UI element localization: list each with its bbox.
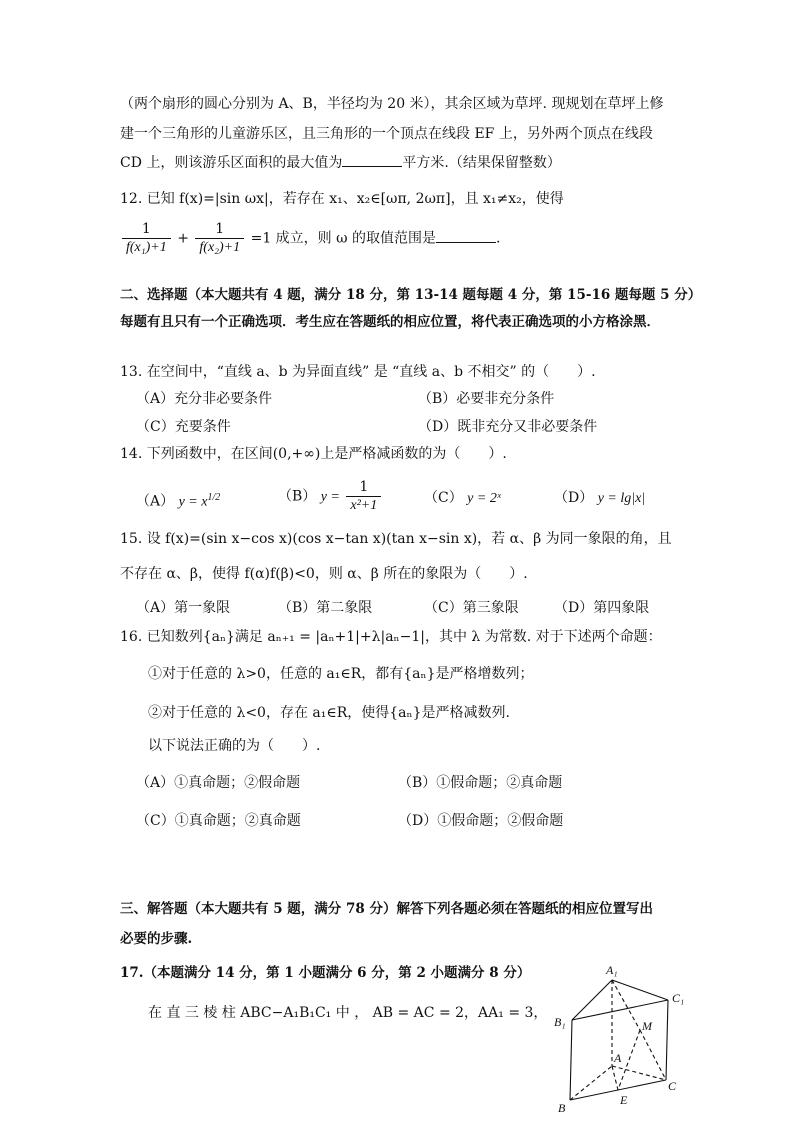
q15-option-d: （D）第四象限	[554, 600, 650, 616]
q14-option-d	[554, 488, 645, 509]
q16-option-d: （D）①假命题；②假命题	[398, 813, 564, 829]
q13-option-d: （D）既非充分又非必要条件	[418, 419, 598, 435]
label-a1: A₁	[606, 963, 618, 977]
label-c: C	[668, 1079, 677, 1093]
q13-option-c: （C）充要条件	[136, 419, 231, 435]
q12-fraction-1	[122, 220, 171, 257]
answer-blank	[436, 228, 496, 243]
q11-line-2: 建一个三角形的儿童游乐区，且三角形的一个顶点在线段 EF 上，另外两个顶点在线段	[120, 126, 653, 142]
segment-m-c	[640, 1030, 666, 1080]
q14-option-c-expr: y = 2ˣ	[467, 491, 501, 506]
q12-frac2-numerator: 1	[195, 220, 244, 239]
q15-line-2: 不存在 α、β，使得 f(α)f(β)<0，则 α、β 所在的象限为（ ）.	[120, 566, 528, 582]
q16-question: 以下说法正确的为（ ）.	[148, 738, 321, 754]
q16-option-a: （A）①真命题；②假命题	[136, 775, 301, 791]
edge-c1-c	[666, 1000, 668, 1080]
q11-line-3-text: CD 上，则该游乐区面积的最大值为	[120, 155, 343, 171]
q12-fraction-2	[195, 220, 244, 257]
segment-a1-m	[612, 980, 640, 1030]
q14-option-c-label: （C）	[424, 490, 463, 506]
section-3-header-2: 必要的步骤.	[120, 931, 193, 947]
q13-stem: 13. 在空间中，“直线 a、b 为异面直线” 是 “直线 a、b 不相交” 的（ ）.	[120, 364, 596, 380]
q15-line-1: 15. 设 f(x)=(sin x−cos x)(cos x−tan x)(tan x−sin x)，若 α、β 为同一象限的角，且	[120, 531, 672, 547]
q12-plus: +	[177, 230, 189, 247]
edge-a-c	[612, 1066, 666, 1080]
q14-option-b-label: （B）	[278, 488, 317, 505]
q16-option-c: （C）①真命题；②真命题	[136, 813, 301, 829]
q12-line-2-tail: =1 成立，则 ω 的取值范围是	[250, 230, 436, 247]
q13-option-b: （B）必要非充分条件	[418, 391, 555, 407]
q15-option-b: （B）第二象限	[278, 600, 373, 616]
answer-blank	[342, 152, 402, 167]
q14-option-a-exponent: 1/2	[207, 492, 221, 503]
q14-option-c	[424, 488, 501, 509]
edge-b1-c1	[572, 1000, 668, 1020]
edge-b1-b	[570, 1020, 572, 1100]
section-2-header: 二、选择题（本大题共有 4 题，满分 18 分，第 13-14 题每题 4 分，第 15-16 题每题 5 分）	[120, 287, 702, 303]
label-e: E	[620, 1093, 628, 1107]
q14-option-b-lhs: y =	[320, 489, 340, 505]
edge-b-a	[570, 1066, 612, 1100]
q11-line-3	[120, 152, 561, 173]
section-3-header: 三、解答题（本大题共有 5 题，满分 78 分）解答下列各题必须在答题纸的相应位置写出	[120, 901, 653, 917]
q14-option-a-expr: y = x	[178, 494, 208, 510]
label-m: M	[642, 1019, 652, 1033]
q11-line-3-tail: 平方米.（结果保留整数）	[402, 155, 561, 171]
q11-line-1: （两个扇形的圆心分别为 A、B，半径均为 20 米），其余区域为草坪. 现规划在草坪上修	[120, 96, 664, 112]
q13-option-a: （A）充分非必要条件	[136, 391, 273, 407]
q14-option-d-expr: y = lg|x|	[597, 491, 646, 506]
q14-option-b-numerator: 1	[346, 478, 381, 497]
q17-title: 17.（本题满分 14 分，第 1 小题满分 6 分，第 2 小题满分 8 分）	[120, 965, 531, 981]
q16-proposition-1: ①对于任意的 λ>0，任意的 a₁∈R，都有{aₙ}是严格增数列；	[148, 666, 534, 682]
q14-option-a-label: （A）	[136, 493, 175, 510]
q14-option-b-fraction	[346, 478, 381, 515]
q12-frac1-denominator: f(x₁)+1	[126, 240, 167, 255]
edge-a1-b1	[572, 980, 612, 1020]
q17-body: 在 直 三 棱 柱 ABC−A₁B₁C₁ 中 ， AB = AC = 2，AA₁ = 3，	[148, 1005, 548, 1021]
label-c1: C₁	[672, 991, 685, 1005]
label-b1: B₁	[554, 1015, 566, 1029]
q12-frac2-denominator: f(x₂)+1	[199, 240, 241, 255]
q14-stem: 14. 下列函数中，在区间(0,+∞)上是严格减函数的为（ ）.	[120, 446, 507, 462]
q12-frac1-numerator: 1	[122, 220, 171, 239]
q15-option-c: （C）第三象限	[424, 600, 519, 616]
q16-proposition-2: ②对于任意的 λ<0，存在 a₁∈R，使得{aₙ}是严格减数列.	[148, 705, 510, 721]
label-a: A	[614, 1051, 622, 1065]
q15-option-a: （A）第一象限	[136, 600, 231, 616]
q16-option-b: （B）①假命题；②真命题	[398, 775, 563, 791]
q12-line-1: 12. 已知 f(x)=|sin ωx|，若存在 x₁、x₂∈[ωπ, 2ωπ]，且 x₁≠x₂，使得	[120, 191, 564, 207]
q12-line-2: $\frac{1}{\text{f(x₁)+1}}$ + $\frac{1}{\text{f(x₂)+1}}$ =1 成立，则 ω 的取值范围是 .	[120, 220, 500, 257]
edge-a1-c1	[612, 980, 668, 1000]
segment-a-e	[612, 1066, 618, 1090]
label-b: B	[558, 1101, 566, 1115]
prism-figure	[548, 958, 708, 1118]
q14-option-b-denominator: x²+1	[350, 498, 378, 513]
q16-stem: 16. 已知数列{aₙ}满足 aₙ₊₁ = |aₙ+1|+λ|aₙ−1|，其中 λ 为常数. 对于下述两个命题：	[120, 629, 662, 645]
q14-option-d-label: （D）	[554, 490, 594, 506]
section-2-instruction: 每题有且只有一个正确选项．考生应在答题纸的相应位置，将代表正确选项的小方格涂黑．	[120, 314, 660, 330]
q14-option-a	[136, 488, 220, 513]
q14-option-b	[278, 478, 383, 515]
